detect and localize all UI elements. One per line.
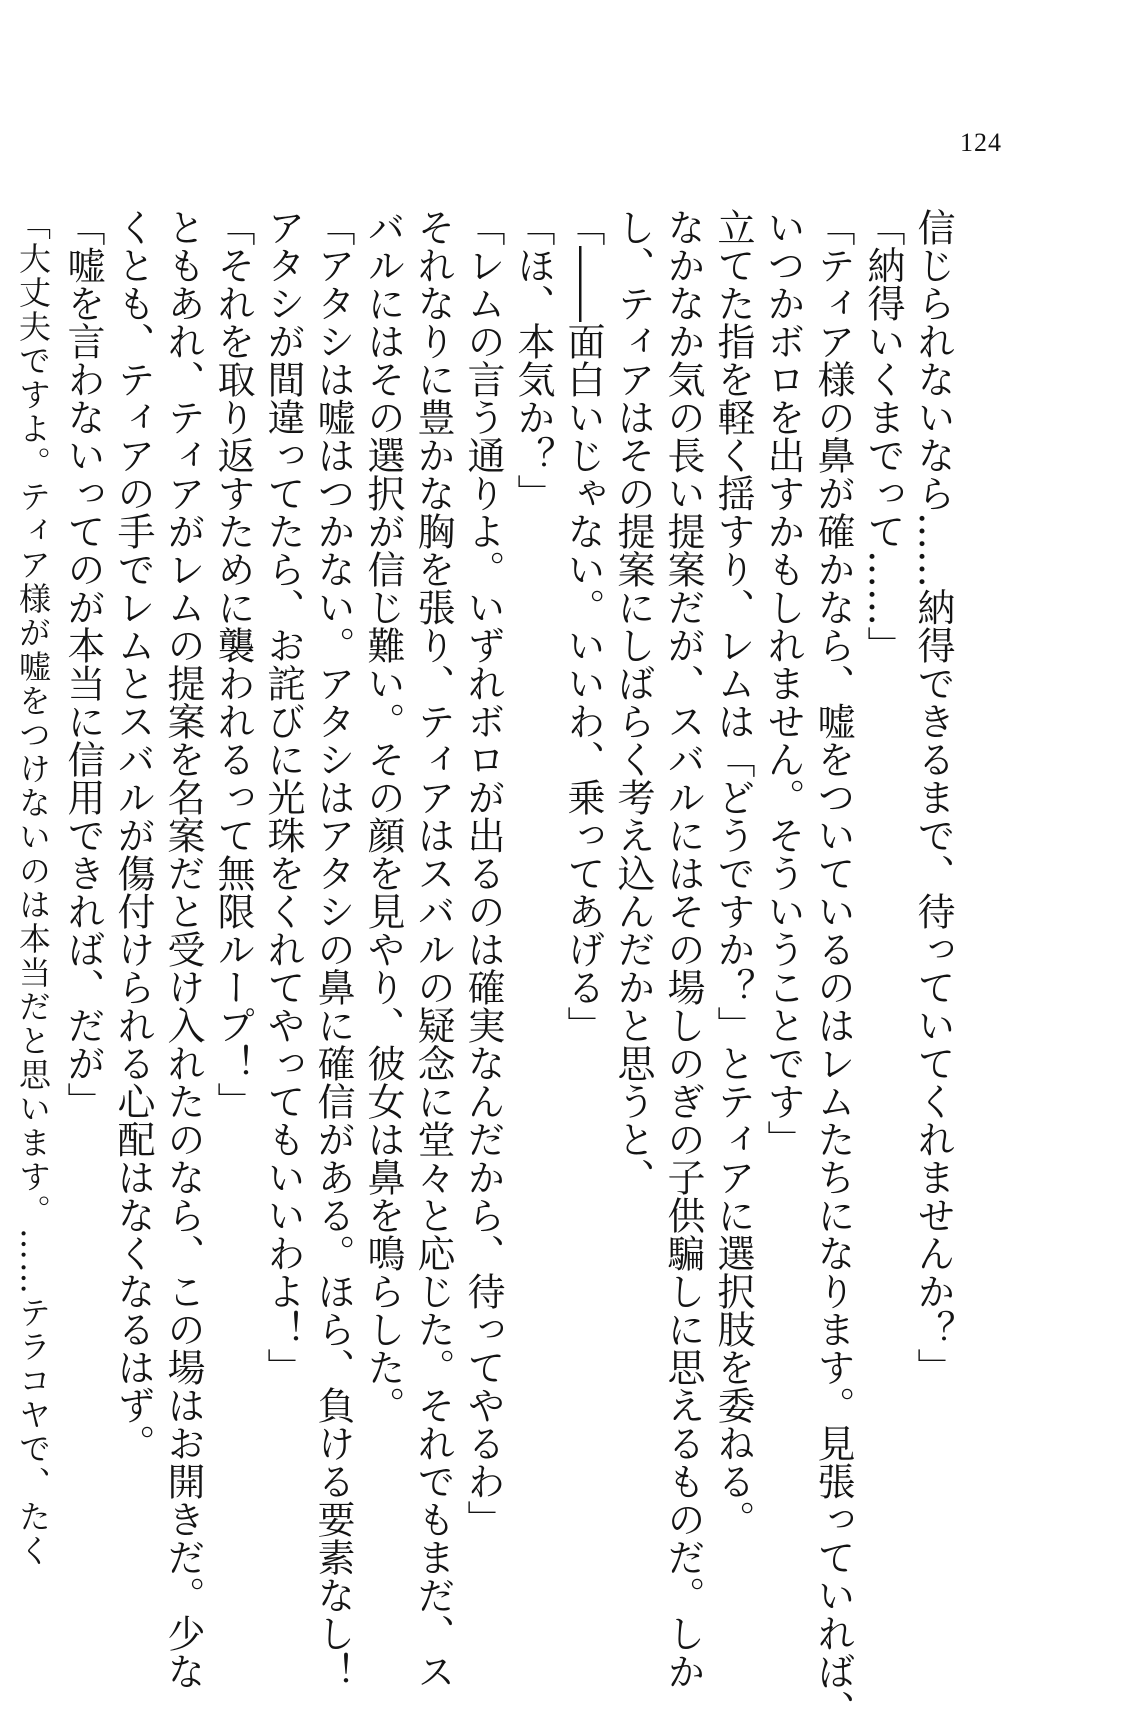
text-line: し、ティアはその提案にしばらく考え込んだかと思うと、 [611, 208, 655, 1196]
text-line: 「――面白いじゃない。いいわ、乗ってあげる」 [561, 208, 605, 1044]
text-line: なかなか気の長い提案だが、スバルにはその場しのぎの子供騙しに思えるものだ。しか [661, 208, 705, 1690]
text-line: 「ティア様の鼻が確かなら、嘘をついているのはレムたちになります。見張っていれば、 [811, 208, 855, 1728]
text-line: くとも、ティアの手でレムとスバルが傷付けられる心配はなくなるはず。 [111, 208, 155, 1462]
text-line: アタシが間違ってたら、お詫びに光珠をくれてやってもいいわよ！」 [261, 208, 305, 1386]
text-line: 「アタシは嘘はつかない。アタシはアタシの鼻に確信がある。ほら、負ける要素なし！ [311, 208, 355, 1690]
text-line: それなりに豊かな胸を張り、ティアはスバルの疑念に堂々と応じた。それでもまだ、ス [411, 208, 455, 1690]
page-number: 124 [960, 128, 1002, 157]
text-line: 「ほ、本気か？」 [511, 208, 555, 512]
text-line: 「大丈夫ですよ。ティア様が嘘をつけないのは本当だと思います。……テラコヤで、たく [14, 208, 52, 1568]
text-line: バルにはその選択が信じ難い。その顔を見やり、彼女は鼻を鳴らした。 [361, 208, 405, 1424]
text-line: ともあれ、ティアがレムの提案を名案だと受け入れたのなら、この場はお開きだ。少な [161, 208, 205, 1690]
text-line: 信じられないなら……納得できるまで、待っていてくれませんか？」 [911, 208, 955, 1386]
novel-text-body [8, 208, 958, 1728]
text-line: いつかボロを出すかもしれません。そういうことです」 [761, 208, 805, 1158]
text-line: 「それを取り返すために襲われるって無限ループ！」 [211, 208, 255, 1120]
text-line: 立てた指を軽く揺すり、レムは「どうですか？」とティアに選択肢を委ねる。 [711, 208, 755, 1538]
text-line: 「レムの言う通りよ。いずれボロが出るのは確実なんだから、待ってやるわ」 [461, 208, 505, 1538]
text-line: 「嘘を言わないってのが本当に信用できれば、だが」 [61, 208, 105, 1120]
text-line: 「納得いくまでって……」 [861, 208, 905, 664]
